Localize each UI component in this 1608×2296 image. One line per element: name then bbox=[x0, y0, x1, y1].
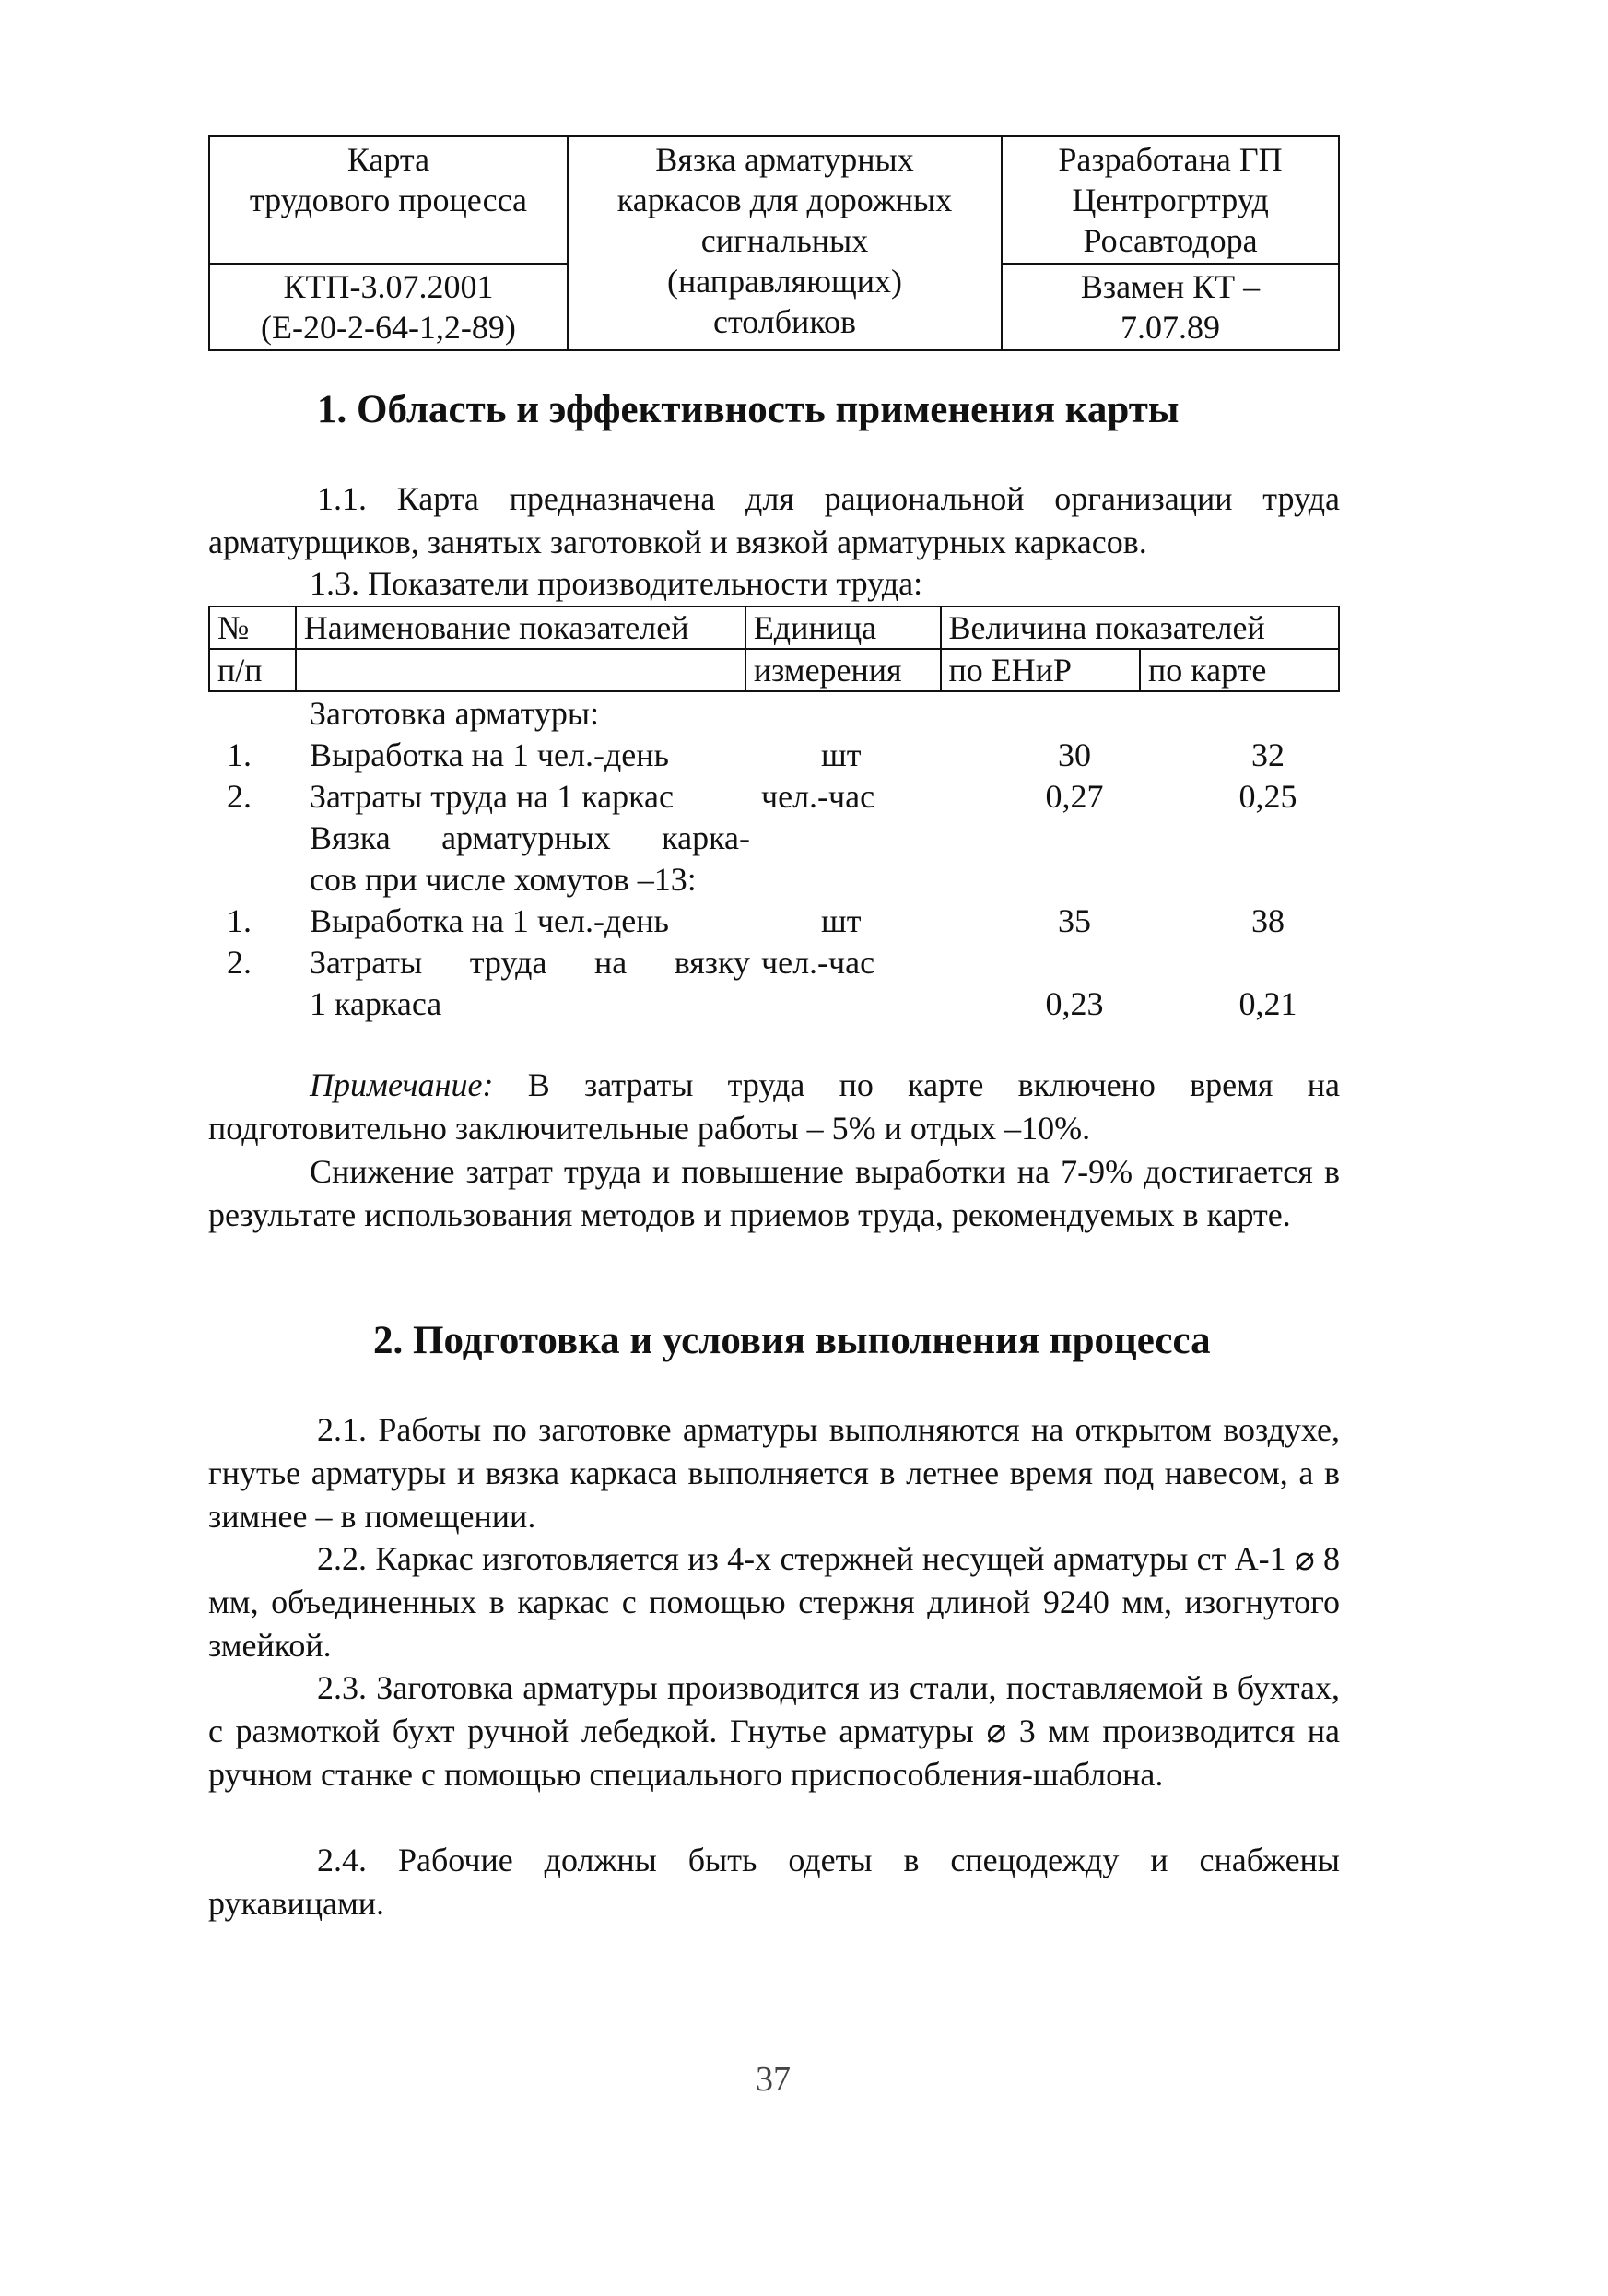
header-developer-line-1: Разработана ГП bbox=[1058, 141, 1283, 178]
row-name-continuation: 1 каркаса bbox=[310, 985, 442, 1022]
row-unit: чел.-час bbox=[761, 778, 875, 815]
header-title-line-3: сигнальных bbox=[700, 222, 869, 259]
row-unit: шт bbox=[821, 902, 862, 939]
paragraph-1-3 bbox=[208, 562, 1340, 606]
col-no-2: п/п bbox=[209, 649, 296, 691]
paragraph-2-1 bbox=[208, 1408, 1340, 1538]
col-value: Величина показателей bbox=[941, 606, 1339, 649]
row-name: Выработка на 1 чел.-день bbox=[310, 736, 669, 773]
paragraph-2-3 bbox=[208, 1666, 1340, 1796]
header-developer-line-2: Центрогртруд bbox=[1072, 182, 1269, 218]
header-card-label: Карта bbox=[346, 141, 430, 178]
header-developer bbox=[1002, 136, 1339, 264]
header-title-line-1: Вязка арматурных bbox=[655, 141, 914, 178]
group-row bbox=[208, 818, 1340, 859]
header-title bbox=[568, 136, 1002, 350]
header-replaces-line-2: 7.07.89 bbox=[1121, 309, 1221, 346]
row-card: 0,25 bbox=[1238, 778, 1297, 815]
col-card: по карте bbox=[1140, 649, 1339, 691]
header-title-line-2: каркасов для дорожных bbox=[616, 182, 953, 218]
header-table bbox=[208, 135, 1340, 351]
col-unit: Единица bbox=[745, 606, 941, 649]
reduction-paragraph bbox=[208, 1150, 1340, 1237]
col-no: № bbox=[209, 606, 296, 649]
header-code-line-1: КТП-3.07.2001 bbox=[283, 268, 494, 305]
row-enir: 0,23 bbox=[1045, 985, 1104, 1022]
row-number: 1. bbox=[227, 736, 252, 773]
group-row bbox=[208, 693, 1340, 735]
col-unit-2: измерения bbox=[745, 649, 941, 691]
row-card: 0,21 bbox=[1238, 985, 1297, 1022]
paragraph-1-1-text: 1.1. Карта предназначена для рациональной организации труда арматурщиков, занятых заготовкой и вязкой арматурных каркасов. bbox=[208, 480, 1340, 560]
group-label-line-1: Вязка арматурных карка- bbox=[310, 819, 750, 856]
note-paragraph bbox=[208, 1064, 1340, 1150]
section-1-title: 1. Область и эффективность применения карты bbox=[317, 388, 1180, 431]
table-row bbox=[208, 735, 1340, 776]
table-row bbox=[208, 942, 1340, 983]
header-code-line-2: (Е-20-2-64-1,2-89) bbox=[261, 309, 516, 346]
paragraph-2-4 bbox=[208, 1839, 1340, 1925]
paragraph-2-3-text: 2.3. Заготовка арматуры производится из стали, поставляемой в бухтах, с размоткой бухт ручной лебедкой. Гнутье арматуры ⌀ 3 мм производится на ручном станке с помощью специального приспособления-шаблона. bbox=[208, 1669, 1340, 1793]
paragraph-1-3-text: 1.3. Показатели производительности труда: bbox=[310, 565, 923, 602]
row-number: 2. bbox=[227, 944, 252, 981]
table-row-continuation bbox=[208, 983, 1340, 1025]
header-title-line-5: столбиков bbox=[713, 303, 856, 340]
row-number: 2. bbox=[227, 778, 252, 815]
row-unit: чел.-час bbox=[761, 944, 875, 981]
row-unit: шт bbox=[821, 736, 862, 773]
row-name: Выработка на 1 чел.-день bbox=[310, 902, 669, 939]
paragraph-2-4-text: 2.4. Рабочие должны быть одеты в спецодежду и снабжены рукавицами. bbox=[208, 1842, 1340, 1922]
indicators-table-header bbox=[208, 606, 1340, 692]
indicators-rows bbox=[208, 693, 1340, 1025]
row-enir: 30 bbox=[1058, 736, 1091, 773]
row-card: 38 bbox=[1251, 902, 1285, 939]
group-row bbox=[208, 859, 1340, 901]
row-name: Затраты труда на 1 каркас bbox=[310, 778, 675, 815]
row-number: 1. bbox=[227, 902, 252, 939]
group-label: Заготовка арматуры: bbox=[310, 695, 600, 732]
row-enir: 35 bbox=[1058, 902, 1091, 939]
section-2-title: 2. Подготовка и условия выполнения процесса bbox=[373, 1319, 1211, 1362]
header-replaces bbox=[1002, 264, 1339, 350]
header-replaces-line-1: Взамен КТ – bbox=[1080, 268, 1261, 305]
note-text: В затраты труда по карте включено время на подготовительно заключительные работы – 5% и отдых –10%. bbox=[208, 1066, 1340, 1147]
header-title-line-4: (направляющих) bbox=[667, 263, 902, 300]
table-row bbox=[208, 901, 1340, 942]
table-row bbox=[208, 776, 1340, 818]
header-card-type bbox=[209, 136, 568, 264]
header-code bbox=[209, 264, 568, 350]
col-enir: по ЕНиР bbox=[941, 649, 1140, 691]
paragraph-2-1-text: 2.1. Работы по заготовке арматуры выполняются на открытом воздухе, гнутье арматуры и вязка каркаса выполняется в летнее время под навесом, а в зимнее – в помещении. bbox=[208, 1411, 1340, 1535]
header-card-label-2: трудового процесса bbox=[249, 182, 528, 218]
row-name-text: Затраты труда на вязку bbox=[310, 944, 750, 981]
col-name-2 bbox=[296, 649, 745, 691]
paragraph-2-2 bbox=[208, 1537, 1340, 1667]
note-label: Примечание: bbox=[310, 1066, 494, 1103]
header-developer-line-3: Росавтодора bbox=[1083, 222, 1258, 259]
row-card: 32 bbox=[1251, 736, 1285, 773]
col-name: Наименование показателей bbox=[296, 606, 745, 649]
row-enir: 0,27 bbox=[1045, 778, 1104, 815]
group-label-line-2: сов при числе хомутов –13: bbox=[310, 861, 697, 898]
page-number: 37 bbox=[756, 2060, 791, 2099]
paragraph-2-2-text: 2.2. Каркас изготовляется из 4-х стержней несущей арматуры ст А-1 ⌀ 8 мм, объединенных в каркас с помощью стержня длиной 9240 мм, изогнутого змейкой. bbox=[208, 1540, 1340, 1664]
reduction-text: Снижение затрат труда и повышение выработки на 7-9% достигается в результате использования методов и приемов труда, рекомендуемых в карте. bbox=[208, 1153, 1340, 1233]
paragraph-1-1 bbox=[208, 477, 1340, 564]
